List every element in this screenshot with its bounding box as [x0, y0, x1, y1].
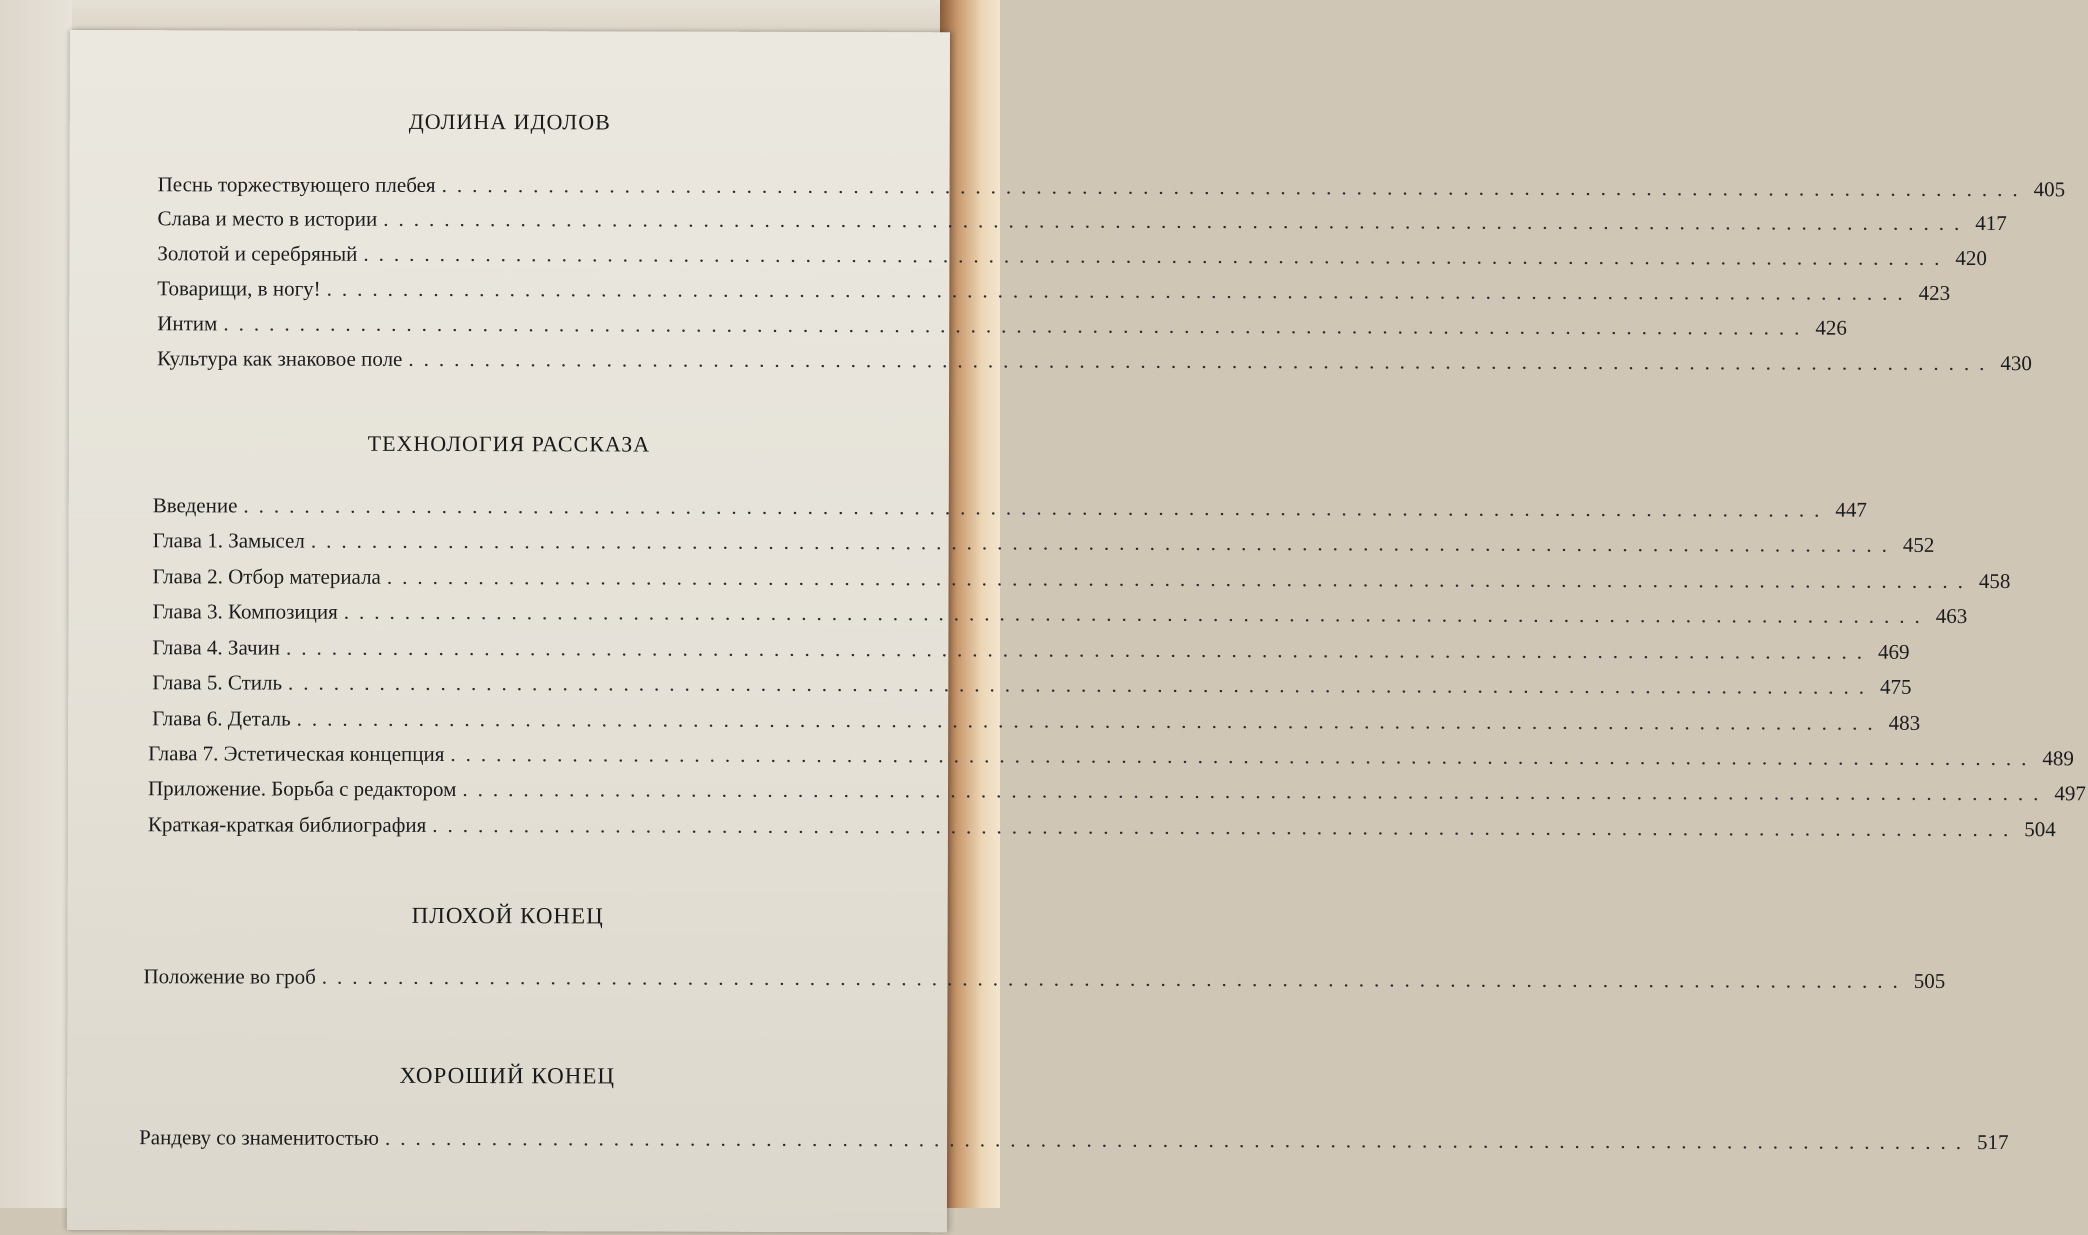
- toc-entry-page: 417: [1975, 210, 2007, 236]
- section-title-dolina-idolov: ДОЛИНА ИДОЛОВ: [408, 108, 611, 135]
- toc-entry-page: 420: [1955, 245, 1987, 271]
- toc-entry-title: Интим: [157, 311, 218, 336]
- dot-leader: ........................................................................................................: [432, 812, 2019, 842]
- toc-entry-title: Глава 4. Зачин: [152, 635, 281, 660]
- book-page: [67, 30, 2086, 1232]
- section-title-plokhoy-konets: ПЛОХОЙ КОНЕЦ: [411, 902, 604, 929]
- toc-entry-page: 405: [2033, 177, 2066, 202]
- dot-leader: ........................................................................................................: [363, 241, 1950, 270]
- dot-leader: ........................................................................................................: [296, 706, 1883, 735]
- toc-entry: [157, 311, 1847, 340]
- dot-leader: ........................................................................................................: [343, 599, 1930, 628]
- toc-entry-title: Слава и место в истории: [157, 206, 378, 231]
- toc-entry-title: Глава 2. Отбор материала: [152, 564, 381, 589]
- toc-entry-title: Глава 3. Композиция: [152, 599, 338, 624]
- toc-entry: [152, 493, 1867, 522]
- dot-leader: ........................................................................................................: [285, 635, 1873, 664]
- toc-entry-title: Глава 5. Стиль: [152, 670, 283, 695]
- toc-entry-title: Глава 1. Замысел: [152, 528, 305, 553]
- toc-entry: [152, 706, 1921, 735]
- toc-entry-page: 423: [1918, 280, 1951, 305]
- toc-entry-page: 458: [1978, 568, 2011, 594]
- toc-entry-page: 430: [2000, 351, 2032, 376]
- toc-entry-title: Приложение. Борьба с редактором: [147, 776, 457, 802]
- toc-entry-page: 463: [1935, 603, 1968, 628]
- dot-leader: ........................................................................................................: [441, 172, 2028, 202]
- toc-entry: [152, 599, 1968, 628]
- toc-entry: [152, 528, 1935, 557]
- dot-leader: ........................................................................................................: [386, 564, 1973, 593]
- toc-entry: [143, 964, 1946, 993]
- toc-entry-page: 517: [1976, 1129, 2009, 1155]
- dot-leader: ........................................................................................................: [310, 528, 1897, 557]
- dot-leader: ........................................................................................................: [223, 311, 1810, 340]
- toc-entry: [152, 635, 1910, 664]
- dot-leader: ........................................................................................................: [326, 276, 1913, 305]
- toc-entry-title: Золотой и серебряный: [157, 241, 358, 266]
- toc-entry-page: 489: [2042, 746, 2074, 771]
- toc-entry-title: Глава 7. Эстетическая концепция: [148, 741, 445, 766]
- toc-entry-title: Краткая-краткая библиография: [147, 812, 427, 837]
- toc-entry-page: 505: [1913, 968, 1946, 993]
- toc-entry-title: Введение: [152, 493, 238, 518]
- toc-entry: [157, 346, 2032, 376]
- dot-leader: ........................................................................................................: [384, 1125, 1972, 1154]
- section-title-khoroshiy-konets: ХОРОШИЙ КОНЕЦ: [399, 1062, 616, 1089]
- toc-entry-page: 483: [1888, 710, 1921, 735]
- toc-entry: [157, 172, 2066, 202]
- dot-leader: ........................................................................................................: [450, 741, 2037, 771]
- toc-entry-title: Положение во гроб: [143, 964, 316, 989]
- toc-entry: [157, 276, 1951, 305]
- toc-entry: [152, 564, 2011, 594]
- toc-entry: [147, 776, 2086, 806]
- toc-entry-page: 504: [2024, 817, 2056, 842]
- toc-entry-page: 426: [1815, 315, 1847, 340]
- toc-entry: [152, 670, 1912, 699]
- dot-leader: ........................................................................................................: [383, 206, 1970, 235]
- toc-entry: [148, 741, 2074, 771]
- dot-leader: ........................................................................................................: [462, 777, 2049, 806]
- toc-entry: [139, 1125, 2009, 1155]
- toc-entry: [157, 241, 1987, 271]
- dot-leader: ........................................................................................................: [243, 493, 1830, 522]
- toc-entry-title: Глава 6. Деталь: [152, 706, 291, 731]
- toc-entry-title: Песнь торжествующего плебея: [157, 172, 436, 197]
- dot-leader: ........................................................................................................: [288, 670, 1875, 699]
- toc-entry-page: 452: [1902, 532, 1935, 557]
- toc-entry-page: 469: [1877, 639, 1910, 664]
- toc-entry: [157, 206, 2007, 236]
- dot-leader: ........................................................................................................: [408, 346, 1995, 376]
- toc-entry: [147, 812, 2056, 842]
- toc-entry-title: Культура как знаковое поле: [157, 346, 403, 371]
- toc-entry-title: Товарищи, в ногу!: [157, 276, 321, 301]
- toc-entry-page: 475: [1880, 674, 1912, 699]
- toc-entry-title: Рандеву со знаменитостью: [139, 1125, 380, 1150]
- toc-entry-page: 497: [2054, 781, 2086, 806]
- section-title-tekhnologiya-rasskaza: ТЕХНОЛОГИЯ РАССКАЗА: [367, 430, 651, 457]
- adjacent-page-edge: [0, 0, 72, 1208]
- dot-leader: ........................................................................................................: [321, 964, 1908, 993]
- toc-entry-page: 447: [1835, 497, 1867, 522]
